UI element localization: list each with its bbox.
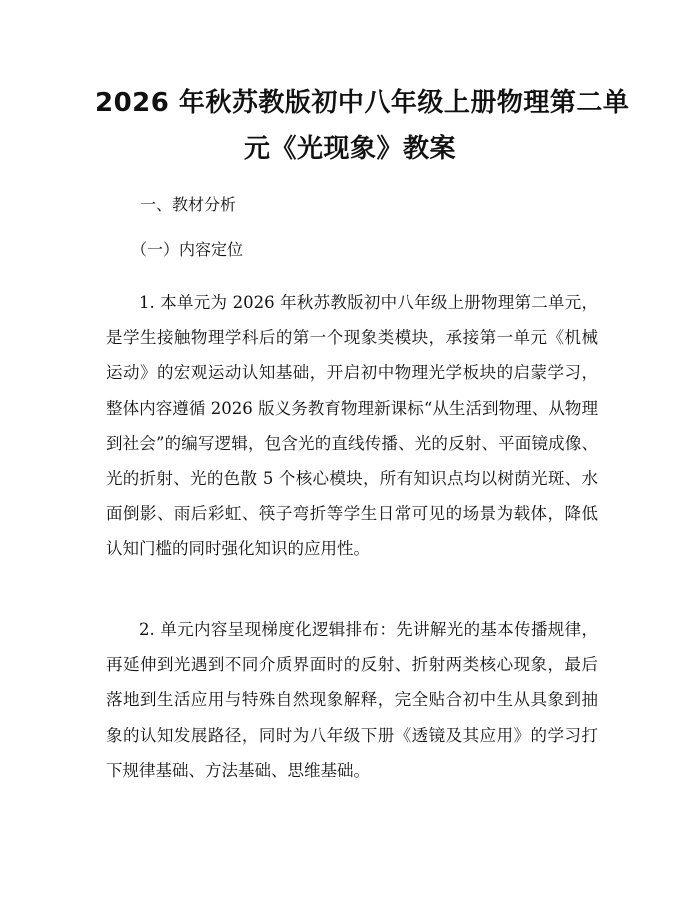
subsection-heading-content-positioning: （一）内容定位 — [131, 240, 244, 259]
paragraph-1: 1. 本单元为 2026 年秋苏教版初中八年级上册物理第二单元，是学生接触物理学科后的第一个现象类模块，承接第一单元《机械运动》的宏观运动认知基础，开启初中物理光学板块的启蒙学习，整体内容遵循 2026 版义务教育物理新课标“从生活到物理、从物理到社会”的编写逻辑，包含光的直线传播、光的反射、平面镜成像、光的折射、光的色散 5 个核心模块，所有知识点均以树荫光斑、水面倒影、雨后彩虹、筷子弯折等学生日常可见的场景为载体，降低认知门槛的同时强化知识的应用性。 — [106, 293, 598, 559]
document-title-line-2: 元《光现象》教案 — [243, 134, 456, 164]
paragraph-2: 2. 单元内容呈现梯度化逻辑排布：先讲解光的基本传播规律，再延伸到光遇到不同介质界面时的反射、折射两类核心现象，最后落地到生活应用与特殊自然现象解释，完全贴合初中生从具象到抽象的认知发展路径，同时为八年级下册《透镜及其应用》的学习打下规律基础、方法基础、思维基础。 — [106, 620, 598, 780]
section-heading-teaching-material-analysis: 一、教材分析 — [140, 195, 237, 214]
document-title-line-1: 2026 年秋苏教版初中八年级上册物理第二单 — [95, 88, 630, 118]
